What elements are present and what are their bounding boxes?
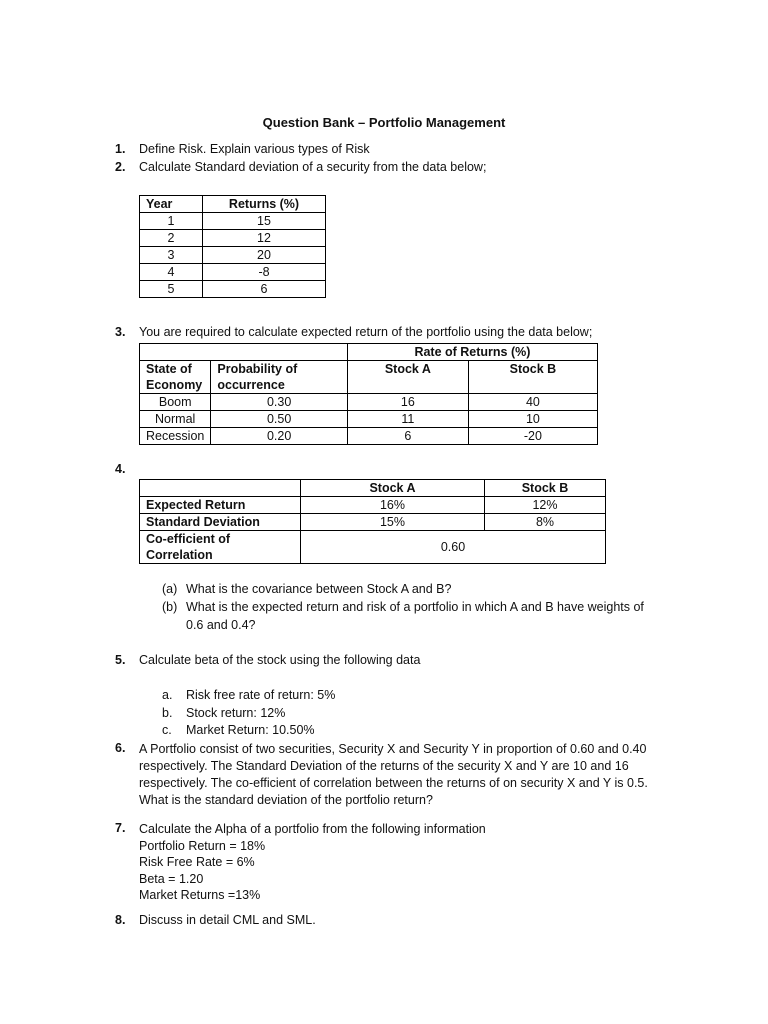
table-header-line: Probability of xyxy=(217,362,298,376)
q5-item-text: Stock return: 12% xyxy=(186,706,286,720)
table-row xyxy=(140,514,606,531)
table-header: Stock B xyxy=(485,480,606,497)
q4-stats-table xyxy=(139,479,606,564)
q3-number: 3. xyxy=(115,325,126,339)
table-cell: 3 xyxy=(140,247,203,264)
table-cell: 10 xyxy=(468,411,597,428)
q7-line: Calculate the Alpha of a portfolio from the following information xyxy=(139,822,486,836)
q5-item-label: a. xyxy=(162,688,173,702)
q4b-label: (b) xyxy=(162,600,178,614)
table-row xyxy=(140,213,326,230)
table-cell: 6 xyxy=(347,428,468,445)
table-cell: 0.20 xyxy=(211,428,348,445)
q5-item-text: Market Return: 10.50% xyxy=(186,723,315,737)
table-cell: 0.30 xyxy=(211,394,348,411)
q4b-text-cont: 0.6 and 0.4? xyxy=(186,618,256,632)
table-cell: Recession xyxy=(140,428,211,445)
table-row-label: Expected Return xyxy=(140,497,301,514)
table-row-label xyxy=(140,531,301,564)
table-header: Stock A xyxy=(347,361,468,394)
table-row-label-line: Correlation xyxy=(146,548,213,562)
q7-line: Risk Free Rate = 6% xyxy=(139,855,255,869)
q7-line: Market Returns =13% xyxy=(139,888,261,902)
table-cell: 15 xyxy=(203,213,326,230)
table-cell: 40 xyxy=(468,394,597,411)
q5-number: 5. xyxy=(115,653,126,667)
q6-paragraph xyxy=(139,741,648,809)
table-header: Stock B xyxy=(468,361,597,394)
table-cell: 6 xyxy=(203,281,326,298)
table-cell: 20 xyxy=(203,247,326,264)
table-cell: 8% xyxy=(485,514,606,531)
q7-line: Portfolio Return = 18% xyxy=(139,838,266,853)
table-cell: 0.60 xyxy=(301,531,606,564)
table-cell: 16% xyxy=(301,497,485,514)
q2-number: 2. xyxy=(115,160,126,174)
table-cell: Boom xyxy=(140,394,211,411)
q3-text: You are required to calculate expected return of the portfolio using the data below; xyxy=(139,325,593,339)
table-cell: 0.50 xyxy=(211,411,348,428)
table-header xyxy=(140,361,211,394)
table-cell: -20 xyxy=(468,428,597,445)
table-cell: 5 xyxy=(140,281,203,298)
q8-number: 8. xyxy=(115,913,126,927)
q4b-text: What is the expected return and risk of a portfolio in which A and B have weights of xyxy=(186,600,644,614)
table-cell: 16 xyxy=(347,394,468,411)
table-row-label: Standard Deviation xyxy=(140,514,301,531)
q6-line: respectively. The co-efficient of correlation between the returns of on security X and Y is 0.5. xyxy=(139,776,648,790)
q7-number: 7. xyxy=(115,821,126,835)
table-cell-empty xyxy=(211,344,348,361)
table-cell: 2 xyxy=(140,230,203,247)
table-header-row xyxy=(140,361,598,394)
table-cell: -8 xyxy=(203,264,326,281)
q5-item-text: Risk free rate of return: 5% xyxy=(186,688,336,702)
q7-paragraph xyxy=(139,821,486,904)
table-group-header: Rate of Returns (%) xyxy=(347,344,597,361)
q6-line: What is the standard deviation of the portfolio return? xyxy=(139,793,433,807)
table-row xyxy=(140,428,598,445)
q4a-text: What is the covariance between Stock A and B? xyxy=(186,582,452,596)
q3-returns-table xyxy=(139,343,598,445)
table-header-line: State of xyxy=(146,362,192,376)
q1-number: 1. xyxy=(115,142,126,156)
q5-item-label: b. xyxy=(162,706,173,720)
q6-line: respectively. The Standard Deviation of the returns of the security X and Y are 10 and 16 xyxy=(139,759,629,773)
q7-line: Beta = 1.20 xyxy=(139,871,204,886)
table-row xyxy=(140,264,326,281)
table-cell: 12 xyxy=(203,230,326,247)
table-cell: 12% xyxy=(485,497,606,514)
q6-number: 6. xyxy=(115,741,126,755)
table-header-row xyxy=(140,480,606,497)
table-header-row xyxy=(140,196,326,213)
table-row xyxy=(140,247,326,264)
table-cell-empty xyxy=(140,480,301,497)
q5-text: Calculate beta of the stock using the following data xyxy=(139,653,421,667)
table-row xyxy=(140,531,606,564)
table-cell: Normal xyxy=(140,411,211,428)
table-header-line: Economy xyxy=(146,378,203,392)
q5-item-label: c. xyxy=(162,723,172,737)
table-cell: 4 xyxy=(140,264,203,281)
table-cell: 11 xyxy=(347,411,468,428)
table-cell-empty xyxy=(140,344,211,361)
table-row-label-line: Co-efficient of xyxy=(146,532,231,546)
table-header-row xyxy=(140,344,598,361)
page-title: Question Bank – Portfolio Management xyxy=(262,115,506,130)
table-header: Stock A xyxy=(301,480,485,497)
q4-number: 4. xyxy=(115,462,126,476)
table-header-line: occurrence xyxy=(217,378,285,392)
table-row xyxy=(140,394,598,411)
table-row xyxy=(140,411,598,428)
table-cell: 15% xyxy=(301,514,485,531)
q4a-label: (a) xyxy=(162,582,178,596)
table-row xyxy=(140,230,326,247)
q1-text: Define Risk. Explain various types of Risk xyxy=(139,142,370,156)
table-header: Year xyxy=(140,196,203,213)
table-row xyxy=(140,281,326,298)
table-header: Returns (%) xyxy=(203,196,326,213)
q2-returns-table xyxy=(139,195,326,298)
table-row xyxy=(140,497,606,514)
table-header xyxy=(211,361,348,394)
q6-line: A Portfolio consist of two securities, Security X and Security Y in proportion of 0.60 and 0.40 xyxy=(139,742,647,756)
table-cell: 1 xyxy=(140,213,203,230)
q8-text: Discuss in detail CML and SML. xyxy=(139,913,316,927)
q2-text: Calculate Standard deviation of a security from the data below; xyxy=(139,160,487,174)
